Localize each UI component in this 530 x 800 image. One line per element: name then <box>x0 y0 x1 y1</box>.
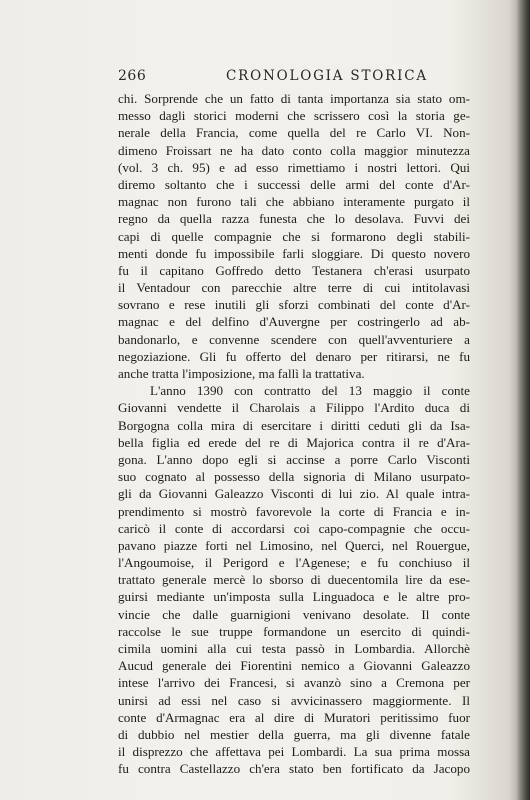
text-line: fu contra Castellazzo ch'era stato ben fortificato da Jacopo <box>118 761 470 777</box>
text-line: dimeno Froissart ne ha dato conto colla maggior minutezza <box>118 142 470 158</box>
text-line: bandonarlo, e convenne scendere con quell'avventuriere a <box>118 331 470 347</box>
text-line: regno da quella razza funesta che lo desolava. Fuvvi dei <box>118 211 470 227</box>
paragraph-1 <box>118 90 470 382</box>
text-line: il Ventadour con parecchie altre terre di cui intitolavasi <box>118 280 470 296</box>
text-line: Giovanni vendette il Charolais a Filippo l'Ardito duca di <box>118 400 470 416</box>
text-line: di dubbio nel mestier della guerra, ma gli divenne fatale <box>118 726 470 742</box>
text-line: gli da Giovanni Galeazzo Visconti di lui zio. Al quale intra- <box>118 486 470 502</box>
running-title: CRONOLOGIA STORICA <box>226 68 428 84</box>
text-line: (vol. 3 ch. 95) e ad esso rimettiamo i nostri lettori. Qui <box>118 159 470 175</box>
text-line: raccolse le sue truppe formandone un esercito di quindi- <box>118 623 470 639</box>
text-line: sovrano e rese inutili gli sforzi combinati del conte d'Ar- <box>118 297 470 313</box>
text-line: unirsi ad essi nel caso si avvicinassero maggiormente. Il <box>118 692 470 708</box>
text-line: anche tratta l'imposizione, ma fallì la trattativa. <box>118 366 365 381</box>
text-line: diremo soltanto che i successi delle armi del conte d'Ar- <box>118 176 470 192</box>
text-line: il disprezzo che affettava pei Lombardi. La sua prima mossa <box>118 744 470 760</box>
text-line: pavano piazze forti nel Limosino, nel Querci, nel Rouergue, <box>118 537 470 553</box>
text-line: guirsi mediante un'imposta sulla Linguadoca e le altre pro- <box>118 589 470 605</box>
text-line: conte d'Armagnac era al dire di Muratori peritissimo fuor <box>118 709 470 725</box>
text-line: magnac non furono tali che abbiano interamente purgato il <box>118 194 470 210</box>
text-line: fu il capitano Goffredo detto Testanera ch'erasi usurpato <box>118 262 470 278</box>
page-header <box>118 68 470 86</box>
text-line: capi di quelle compagnie che si formarono degli stabili- <box>118 228 470 244</box>
book-spine-shadow <box>516 0 530 800</box>
text-line: L'anno 1390 con contratto del 13 maggio il conte <box>150 383 470 399</box>
text-line: bella figlia ed erede del re di Majorica contra il re d'Ara- <box>118 434 470 450</box>
text-line: chi. Sorprende che un fatto di tanta importanza sia stato om- <box>118 91 470 106</box>
text-line: menti donde fu impossibile farli sloggiare. Di questo novero <box>118 245 470 261</box>
text-line: Borgogna colla mira di esercitare i diritti ceduti gli da Isa- <box>118 417 470 433</box>
text-line: negoziazione. Gli fu offerto del denaro per ritirarsi, ne fu <box>118 348 470 364</box>
text-line: caricò il conte di accordarsi coi capo-compagnie che occu- <box>118 520 470 536</box>
text-line: gona. L'anno dopo egli si accinse a porre Carlo Visconti <box>118 451 470 467</box>
text-line: trattato generale mercè lo sborso di duecentomila lire da ese- <box>118 572 470 588</box>
text-line: vincie che dalle guarnigioni venivano desolate. Il conte <box>118 606 470 622</box>
text-line: nerale della Francia, come quella del re Carlo VI. Non- <box>118 125 470 141</box>
text-line: magnac e del delfino d'Auvergne per costringerlo ad ab- <box>118 314 470 330</box>
text-line: l'Angoumoise, il Perigord e l'Agenese; e fu conchiuso il <box>118 555 470 571</box>
text-line: intese l'arrivo dei Francesi, si avanzò sino a Cremona per <box>118 675 470 691</box>
page-number: 266 <box>118 68 147 84</box>
text-line: Aucud generale dei Fiorentini nemico a Giovanni Galeazzo <box>118 658 470 674</box>
text-line: prendimento si mostrò favorevole la corte di Francia e in- <box>118 503 470 519</box>
text-line: suo cognato al possesso della signoria di Milano usurpato- <box>118 469 470 485</box>
text-line: messo dagli storici moderni che scrissero così la storia ge- <box>118 108 470 124</box>
paragraph-2 <box>118 382 470 777</box>
text-line: cimila uomini alla cui testa passò in Lombardia. Allorchè <box>118 641 470 656</box>
body-text <box>118 90 470 778</box>
